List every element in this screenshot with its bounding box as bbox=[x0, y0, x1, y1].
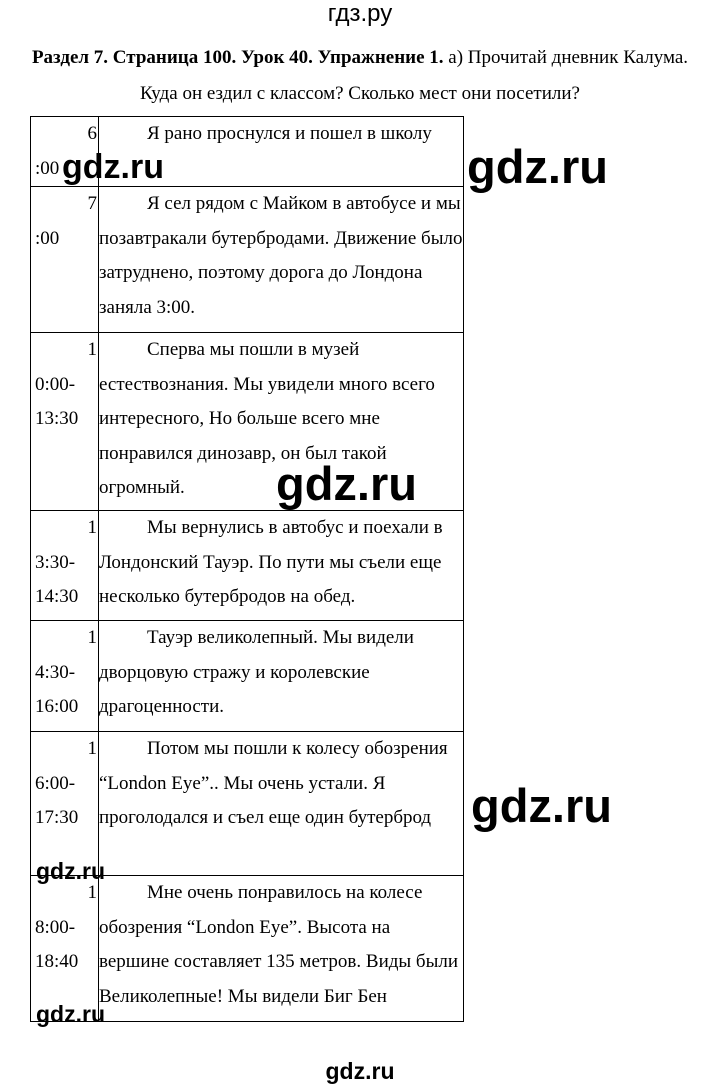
watermark: gdz.ru bbox=[471, 779, 612, 832]
footer-watermark: gdz.ru bbox=[325, 1058, 395, 1084]
diary-row bbox=[31, 732, 464, 876]
diary-entry: Я сел рядом с Майком в автобусе и мы позавтракали бутербродами. Движение было затруднено, поэтому дорога до Лондона заняла 3:00. bbox=[99, 193, 463, 318]
site-header: гдз.ру bbox=[327, 0, 393, 27]
time-cell bbox=[31, 511, 99, 621]
diary-row bbox=[31, 187, 464, 333]
exercise-intro bbox=[20, 40, 700, 112]
time-cell bbox=[31, 621, 99, 732]
watermark: gdz.ru bbox=[36, 858, 105, 884]
time-start: 7 bbox=[87, 193, 97, 214]
time-rest: 3:30- 14:30 bbox=[35, 551, 79, 607]
diary-entry: Я рано проснулся и пошел в школу bbox=[147, 123, 432, 144]
entry-cell bbox=[99, 876, 464, 1022]
exercise-question: а) Прочитай дневник Калума. Куда он ездил с классом? Сколько мест они посетили? bbox=[140, 47, 689, 104]
time-start: 1 bbox=[87, 517, 97, 538]
exercise-heading: Раздел 7. Страница 100. Урок 40. Упражнение 1. bbox=[31, 47, 444, 68]
watermark: gdz.ru bbox=[36, 1001, 105, 1027]
entry-cell bbox=[99, 511, 464, 621]
time-rest: 8:00- 18:40 bbox=[35, 916, 79, 972]
time-rest: 4:30- 16:00 bbox=[35, 661, 79, 717]
time-rest: :00 bbox=[35, 227, 60, 249]
time-rest: 6:00- 17:30 bbox=[35, 772, 79, 828]
time-start: 1 bbox=[87, 738, 97, 759]
time-start: 1 bbox=[87, 339, 97, 360]
diary-entry: Потом мы пошли к колесу обозрения “London Eye”.. Мы очень устали. Я проголодался и съел еще один бутерброд bbox=[99, 738, 448, 828]
diary-entry: Тауэр великолепный. Мы видели дворцовую стражу и королевские драгоценности. bbox=[99, 627, 414, 717]
watermark: gdz.ru bbox=[467, 140, 608, 193]
diary-row bbox=[31, 876, 464, 1022]
watermark: gdz.ru bbox=[276, 457, 417, 510]
diary-row bbox=[31, 511, 464, 621]
entry-cell bbox=[99, 732, 464, 876]
diary-row bbox=[31, 621, 464, 732]
entry-cell bbox=[99, 187, 464, 333]
time-cell bbox=[31, 333, 99, 511]
watermark: gdz.ru bbox=[62, 148, 164, 186]
diary-entry: Сперва мы пошли в музей естествознания. Мы увидели много всего интересного, Но больше всего мне понравился динозавр, он был такой огромный. bbox=[99, 339, 435, 498]
time-cell bbox=[31, 187, 99, 333]
time-start: 6 bbox=[87, 123, 97, 144]
time-cell bbox=[31, 732, 99, 876]
time-rest: :00 bbox=[35, 157, 60, 179]
diary-table bbox=[30, 116, 464, 1022]
time-rest: 0:00- 13:30 bbox=[35, 373, 79, 429]
time-start: 1 bbox=[87, 882, 97, 903]
time-cell bbox=[31, 876, 99, 1022]
entry-cell bbox=[99, 621, 464, 732]
diary-entry: Мне очень понравилось на колесе обозрения “London Eye”. Высота на вершине составляет 135 метров. Виды были Великолепные! Мы видели Биг Бен bbox=[99, 882, 458, 1007]
diary-entry: Мы вернулись в автобус и поехали в Лондонский Тауэр. По пути мы съели еще несколько бутербродов на обед. bbox=[99, 517, 443, 607]
time-start: 1 bbox=[87, 627, 97, 648]
